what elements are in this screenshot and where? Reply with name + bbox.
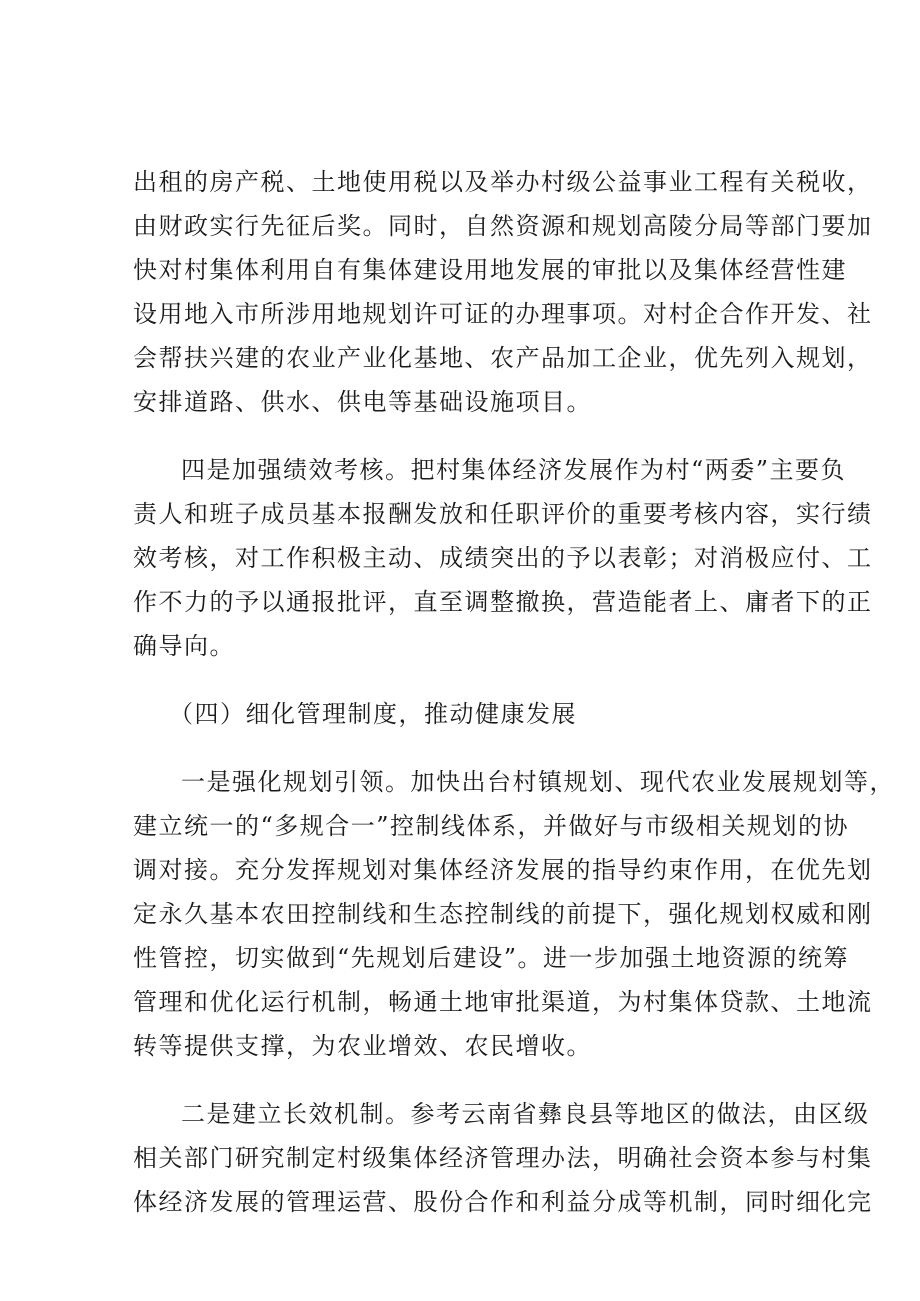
text-line: 作不力的予以通报批评，直至调整撤换，营造能者上、庸者下的正 xyxy=(133,588,873,616)
text-line: 快对村集体利用自有集体建设用地发展的审批以及集体经营性建 xyxy=(133,256,847,284)
text-line: 相关部门研究制定村级集体经济管理办法，明确社会资本参与村集 xyxy=(133,1144,873,1172)
text-line: 管理和优化运行机制，畅通土地审批渠道，为村集体贷款、土地流 xyxy=(133,988,873,1016)
text-line: 出租的房产税、土地使用税以及举办村级公益事业工程有关税收， xyxy=(133,168,873,196)
text-line: 由财政实行先征后奖。同时，自然资源和规划高陵分局等部门要加 xyxy=(133,212,873,240)
text-line: 会帮扶兴建的农业产业化基地、农产品加工企业，优先列入规划， xyxy=(133,344,873,372)
text-line: 一是强化规划引领。加快出台村镇规划、现代农业发展规划等， xyxy=(181,768,895,796)
text-line: 效考核，对工作积极主动、成绩突出的予以表彰；对消极应付、工 xyxy=(133,544,873,572)
section-heading xyxy=(133,692,801,736)
text-line: 设用地入市所涉用地规划许可证的办理事项。对村企合作开发、社 xyxy=(133,300,873,328)
section-heading-text: （四）细化管理制度，推动健康发展 xyxy=(169,700,577,728)
text-line: 转等提供支撑，为农业增效、农民增收。 xyxy=(133,1032,592,1060)
paragraph-gap xyxy=(133,424,801,448)
text-line: 二是建立长效机制。参考云南省彝良县等地区的做法，由区级 xyxy=(181,1100,870,1128)
paragraph-long-term-mechanism xyxy=(133,1092,873,1224)
text-line: 调对接。充分发挥规划对集体经济发展的指导约束作用，在优先划 xyxy=(133,856,873,884)
paragraph-planning-guidance xyxy=(133,760,895,1068)
paragraph-continuation xyxy=(133,160,873,424)
text-line: 建立统一的“多规合一”控制线体系，并做好与市级相关规划的协 xyxy=(133,812,850,840)
text-line: 安排道路、供水、供电等基础设施项目。 xyxy=(133,388,592,416)
text-line: 确导向。 xyxy=(133,632,235,660)
text-line: 责人和班子成员基本报酬发放和任职评价的重要考核内容，实行绩 xyxy=(133,500,873,528)
text-line: 性管控，切实做到“先规划后建设”。进一步加强土地资源的统筹 xyxy=(133,944,850,972)
paragraph-gap xyxy=(133,736,801,760)
text-line: 体经济发展的管理运营、股份合作和利益分成等机制，同时细化完 xyxy=(133,1188,873,1216)
text-line: 定永久基本农田控制线和生态控制线的前提下，强化规划权威和刚 xyxy=(133,900,873,928)
paragraph-performance-assessment xyxy=(133,448,873,668)
text-line: 四是加强绩效考核。把村集体经济发展作为村“两委”主要负 xyxy=(181,456,847,484)
document-body xyxy=(133,160,895,1224)
paragraph-gap xyxy=(133,1068,801,1092)
paragraph-gap xyxy=(133,668,801,692)
